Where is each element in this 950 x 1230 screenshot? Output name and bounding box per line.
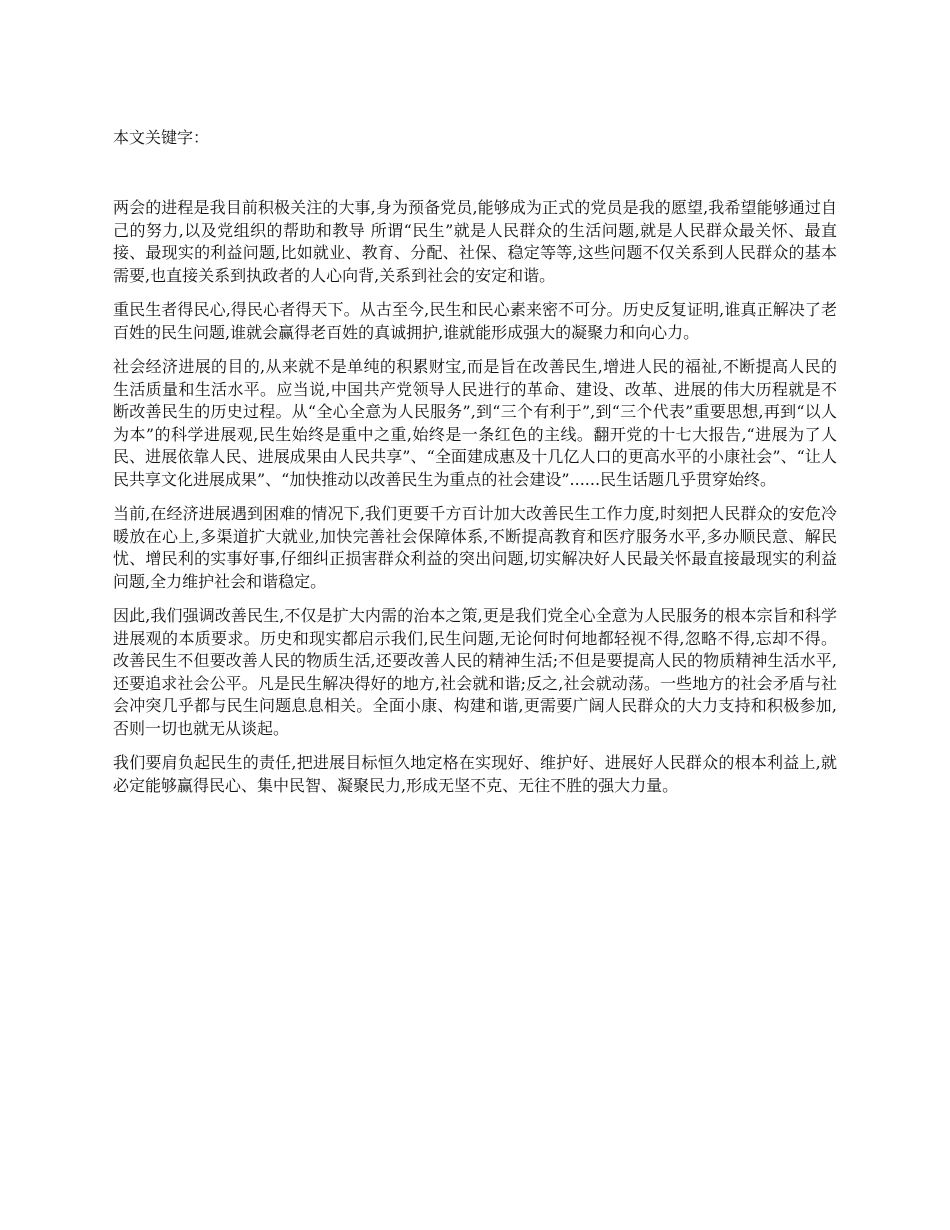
paragraph-1: 两会的进程是我目前积极关注的大事,身为预备党员,能够成为正式的党员是我的愿望,我希望能够通过自己的努力,以及党组织的帮助和教导 所谓“民生”就是人民群众的生活问题,就是人民群众最关怀、最直接、最现实的利益问题,比如就业、教育、分配、社保、稳定等等,这些问题不仅关系到人民群众的基本需要,也直接关系到执政者的人心向背,关系到社会的安定和谐。	[113, 198, 837, 285]
paragraph-2: 重民生者得民心,得民心者得天下。从古至今,民生和民心素来密不可分。历史反复证明,谁真正解决了老百姓的民生问题,谁就会赢得老百姓的真诚拥护,谁就能形成强大的凝聚力和向心力。	[113, 300, 837, 342]
paragraph-4: 当前,在经济进展遇到困难的情况下,我们更要千方百计加大改善民生工作力度,时刻把人民群众的安危冷暖放在心上,多渠道扩大就业,加快完善社会保障体系,不断提高教育和医疗服务水平,多办顺民意、解民忧、增民利的实事好事,仔细纠正损害群众利益的突出问题,切实解决好人民最关怀最直接最现实的利益问题,全力维护社会和谐稳定。	[113, 504, 837, 591]
keywords-label: 本文关键字：	[113, 128, 210, 147]
paragraph-6: 我们要肩负起民生的责任,把进展目标恒久地定格在实现好、维护好、进展好人民群众的根本利益上,就必定能够赢得民心、集中民智、凝聚民力,形成无坚不克、无往不胜的强大力量。	[113, 753, 837, 795]
document-page	[113, 127, 837, 809]
paragraph-3: 社会经济进展的目的,从来就不是单纯的积累财宝,而是旨在改善民生,增进人民的福祉,不断提高人民的生活质量和生活水平。应当说,中国共产党领导人民进行的革命、建设、改革、进展的伟大历程就是不断改善民生的历史过程。从“全心全意为人民服务”,到“三个有利于”,到“三个代表”重要思想,再到“以人为本”的科学进展观,民生始终是重中之重,始终是一条红色的主线。翻开党的十七大报告,“进展为了人民、进展依靠人民、进展成果由人民共享”、“全面建成惠及十几亿人口的更高水平的小康社会”、“让人民共享文化进展成果”、“加快推动以改善民生为重点的社会建设”......民生话题几乎贯穿始终。	[113, 357, 837, 489]
paragraph-5: 因此,我们强调改善民生,不仅是扩大内需的治本之策,更是我们党全心全意为人民服务的根本宗旨和科学进展观的本质要求。历史和现实都启示我们,民生问题,无论何时何地都轻视不得,忽略不得,忘却不得。改善民生不但要改善人民的物质生活,还要改善人民的精神生活;不但是要提高人民的物质精神生活水平,还要追求社会公平。凡是民生解决得好的地方,社会就和谐;反之,社会就动荡。一些地方的社会矛盾与社会冲突几乎都与民生问题息息相关。全面小康、构建和谐,更需要广阔人民群众的大力支持和积极参加,否则一切也就无从谈起。	[113, 606, 837, 738]
